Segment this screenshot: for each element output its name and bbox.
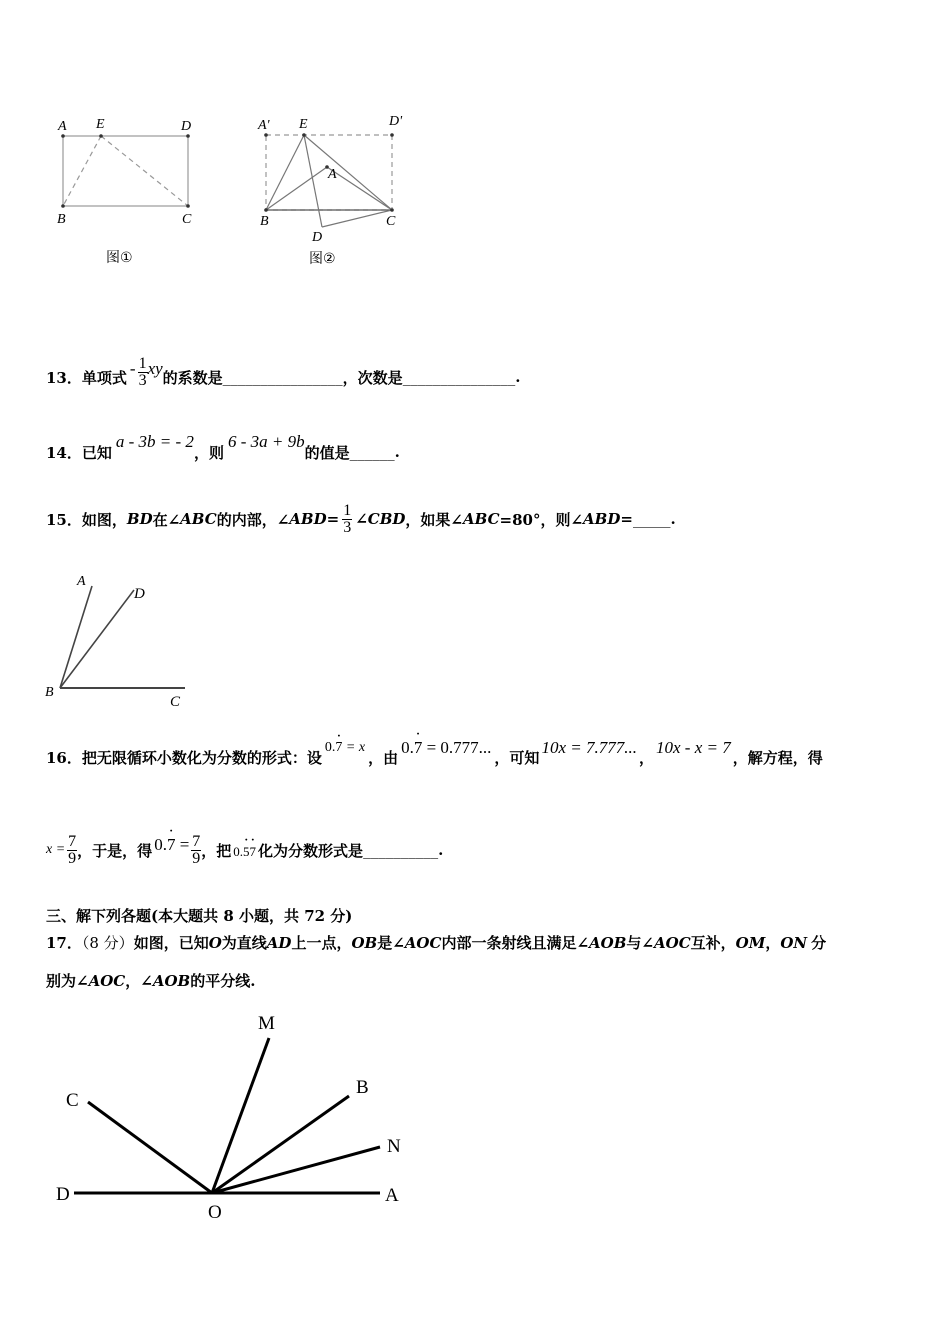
q14-expression-2: 6 - 3a + 9b <box>227 432 305 451</box>
figure-2-caption: 图② <box>309 251 336 267</box>
q16-text-3: ，可知 <box>494 749 540 767</box>
q16-e2-int: 0. <box>401 737 414 757</box>
point-d-prime <box>390 133 394 137</box>
q16-expression-6 <box>233 844 256 860</box>
q15-number: 15． <box>46 510 82 529</box>
label-c: C <box>170 694 181 710</box>
label-e: E <box>96 117 105 132</box>
q17-line-2-b: ，∠ <box>125 972 153 990</box>
q17-aob-2: AOB <box>152 972 191 990</box>
q14-text-then: ，则 <box>193 443 224 462</box>
q16-e2-repeat: · 7 <box>414 738 423 758</box>
q16-e5-repeat: · 7 <box>167 835 176 855</box>
q15-text-5: ，如果∠ <box>405 510 463 529</box>
q15-abd: ABD <box>289 510 327 528</box>
label-c: C <box>66 1090 79 1111</box>
point-c <box>186 204 190 208</box>
point-e <box>99 134 103 138</box>
q16-text-4: ，解方程，得 <box>732 749 823 767</box>
q16-x-equals: x = <box>46 842 66 857</box>
q17-aob: AOB <box>589 934 627 952</box>
q15-abc: ABC <box>180 510 217 528</box>
q17-om: OM <box>735 934 766 952</box>
ray-bd <box>60 590 134 688</box>
q17-text-9: 分 <box>811 934 827 952</box>
q13-variables: xy <box>147 359 163 378</box>
q16-text-5: ，于是，得 <box>77 841 153 860</box>
q15-abc-2: ABC <box>462 510 500 528</box>
label-n: N <box>387 1136 401 1157</box>
q16-expression-2 <box>401 738 491 758</box>
q15-text-7: = <box>620 510 633 528</box>
label-a: A <box>328 167 337 182</box>
q14-number: 14． <box>46 443 82 462</box>
q16-e2-rest: = 0.777... <box>422 737 492 757</box>
label-d: D <box>134 586 145 602</box>
q15-fraction-numerator: 1 <box>343 501 352 519</box>
label-d: D <box>181 119 192 134</box>
label-a: A <box>77 574 86 589</box>
label-b: B <box>356 1077 369 1098</box>
q13-text: 单项式 <box>81 368 127 387</box>
q13-blank-2: _______________ <box>402 368 516 386</box>
q15-text-2: 在∠ <box>152 510 181 529</box>
q15-text-1: 如图， <box>81 510 127 529</box>
q13-text-degree: ，次数是 <box>342 368 403 387</box>
q17-aoc-3: AOC <box>88 972 126 990</box>
label-d-prime: D' <box>389 114 403 129</box>
question-14 <box>46 432 400 472</box>
label-a: A <box>58 119 67 134</box>
q15-fraction-denominator: 3 <box>343 518 352 536</box>
q17-line-2-a: 别为∠ <box>46 972 89 990</box>
segment-eb <box>63 136 101 206</box>
label-b: B <box>260 214 269 229</box>
label-d: D <box>312 230 323 245</box>
q16-fraction-1-numerator: 7 <box>68 832 77 850</box>
q15-text-6: =80°，则∠ <box>499 510 584 529</box>
q16-text-2: ，由 <box>368 749 399 767</box>
figure-1 <box>40 110 210 270</box>
q17-text-6: 与∠ <box>626 934 654 952</box>
segment-dc <box>322 210 392 227</box>
question-15 <box>46 493 676 545</box>
q17-text-4: 是∠ <box>377 934 405 952</box>
question-16-line-1 <box>46 735 823 780</box>
ray-ob <box>212 1096 349 1193</box>
q17-o: O <box>208 934 222 952</box>
q16-separator: ， <box>638 749 654 767</box>
segment-ac <box>327 167 392 210</box>
q16-fraction-1-denominator: 9 <box>68 849 77 867</box>
q16-expression-3: 10x = 7.777... <box>541 737 637 757</box>
ray-oc <box>88 1102 212 1193</box>
label-c: C <box>386 214 396 229</box>
q16-expression-1 <box>325 740 365 756</box>
q17-aoc: AOC <box>404 934 442 952</box>
label-d: D <box>56 1184 70 1205</box>
q15-blank: _____ <box>632 510 671 528</box>
point-b <box>264 208 268 212</box>
label-e: E <box>299 117 308 132</box>
q13-fraction-numerator: 1 <box>138 354 147 372</box>
ray-on <box>212 1147 380 1193</box>
q16-e6-repeat-1: · 5 <box>243 844 250 860</box>
q15-fraction <box>342 503 352 536</box>
ray-ba <box>60 586 92 688</box>
q17-ob: OB <box>351 934 378 952</box>
q16-e1-rest: = x <box>342 739 366 755</box>
q14-expression-1: a - 3b = - 2 <box>115 432 194 451</box>
q14-blank: ______ <box>349 443 395 461</box>
q14-text-value: 的值是 <box>304 443 350 462</box>
ray-om <box>212 1038 269 1193</box>
q16-e1-repeat: · 7 <box>335 740 342 756</box>
q14-end: . <box>394 443 400 461</box>
q17-text-8: ， <box>765 934 781 952</box>
q17-text-1: 如图，已知 <box>133 934 209 952</box>
q13-fraction <box>138 356 148 389</box>
point-a-prime <box>264 133 268 137</box>
segment-ec <box>304 135 392 210</box>
point-c <box>390 208 394 212</box>
segment-eb <box>266 135 304 210</box>
q15-bd: BD <box>126 510 153 528</box>
label-m: M <box>258 1013 275 1034</box>
q16-blank: __________ <box>363 841 439 859</box>
q16-text-7: 化为分数形式是 <box>258 841 364 860</box>
q16-number: 16． <box>46 749 82 767</box>
point-b <box>61 204 65 208</box>
q16-e6-int: 0. <box>233 844 244 859</box>
q15-text-4: ∠ <box>355 510 368 528</box>
q15-equals: = <box>326 510 340 528</box>
q15-abd-2: ABD <box>583 510 621 528</box>
q16-expression-4: 10x - x = 7 <box>655 737 731 757</box>
section-3-heading: 三、解下列各题(本大题共 8 小题，共 72 分) <box>46 907 353 925</box>
label-o: O <box>208 1202 222 1223</box>
point-d <box>186 134 190 138</box>
q17-number: 17． <box>46 934 82 952</box>
segment-ec <box>101 136 188 206</box>
q17-text-2: 为直线 <box>221 934 267 952</box>
q16-expression-5 <box>154 835 189 855</box>
figure-q15 <box>40 570 200 715</box>
label-a-prime: A' <box>258 118 270 133</box>
figure-q17 <box>40 1000 420 1230</box>
q13-end: . <box>515 368 521 386</box>
label-b: B <box>45 685 54 700</box>
q13-fraction-denominator: 3 <box>138 371 147 389</box>
question-17-line-1 <box>46 932 826 953</box>
q16-fraction-2-numerator: 7 <box>192 832 201 850</box>
label-c: C <box>182 212 192 227</box>
q17-text-5: 内部一条射线且满足∠ <box>441 934 590 952</box>
q16-text-6: ，把 <box>201 841 232 860</box>
label-b: B <box>57 212 66 227</box>
point-e <box>302 133 306 137</box>
q17-score: （8 分） <box>81 934 134 952</box>
q15-end: . <box>670 510 676 528</box>
q17-text-3: 上一点， <box>291 934 352 952</box>
q13-blank-1: ________________ <box>222 368 343 386</box>
question-13 <box>46 352 520 402</box>
q13-text-coefficient: 的系数是 <box>162 368 223 387</box>
question-17-line-2 <box>46 970 255 991</box>
q15-text-3: 的内部，∠ <box>216 510 290 529</box>
figure-1-caption: 图① <box>106 250 133 266</box>
q17-on: ON <box>780 934 808 952</box>
q16-e1-int: 0. <box>324 739 336 755</box>
figure-2 <box>250 105 420 270</box>
q14-text: 已知 <box>81 443 112 462</box>
q16-end: . <box>438 841 444 859</box>
q16-fraction-1 <box>67 834 77 867</box>
q13-minus: - <box>129 359 136 378</box>
q17-ad: AD <box>266 934 292 952</box>
q16-fraction-2 <box>191 834 201 867</box>
q13-number: 13． <box>46 368 82 387</box>
question-16-line-2 <box>46 824 443 876</box>
q15-cbd: CBD <box>367 510 406 528</box>
point-a <box>61 134 65 138</box>
q17-line-2-c: 的平分线. <box>190 972 256 990</box>
q16-e5-rest: = <box>175 835 190 854</box>
q16-e5-int: 0. <box>154 835 167 854</box>
q16-fraction-2-denominator: 9 <box>192 849 201 867</box>
q16-e6-repeat-2: · 7 <box>250 844 257 860</box>
q17-aoc-2: AOC <box>654 934 691 952</box>
q16-text-1: 把无限循环小数化为分数的形式：设 <box>81 749 322 767</box>
label-a: A <box>385 1185 399 1206</box>
q17-text-7: 互补， <box>690 934 736 952</box>
